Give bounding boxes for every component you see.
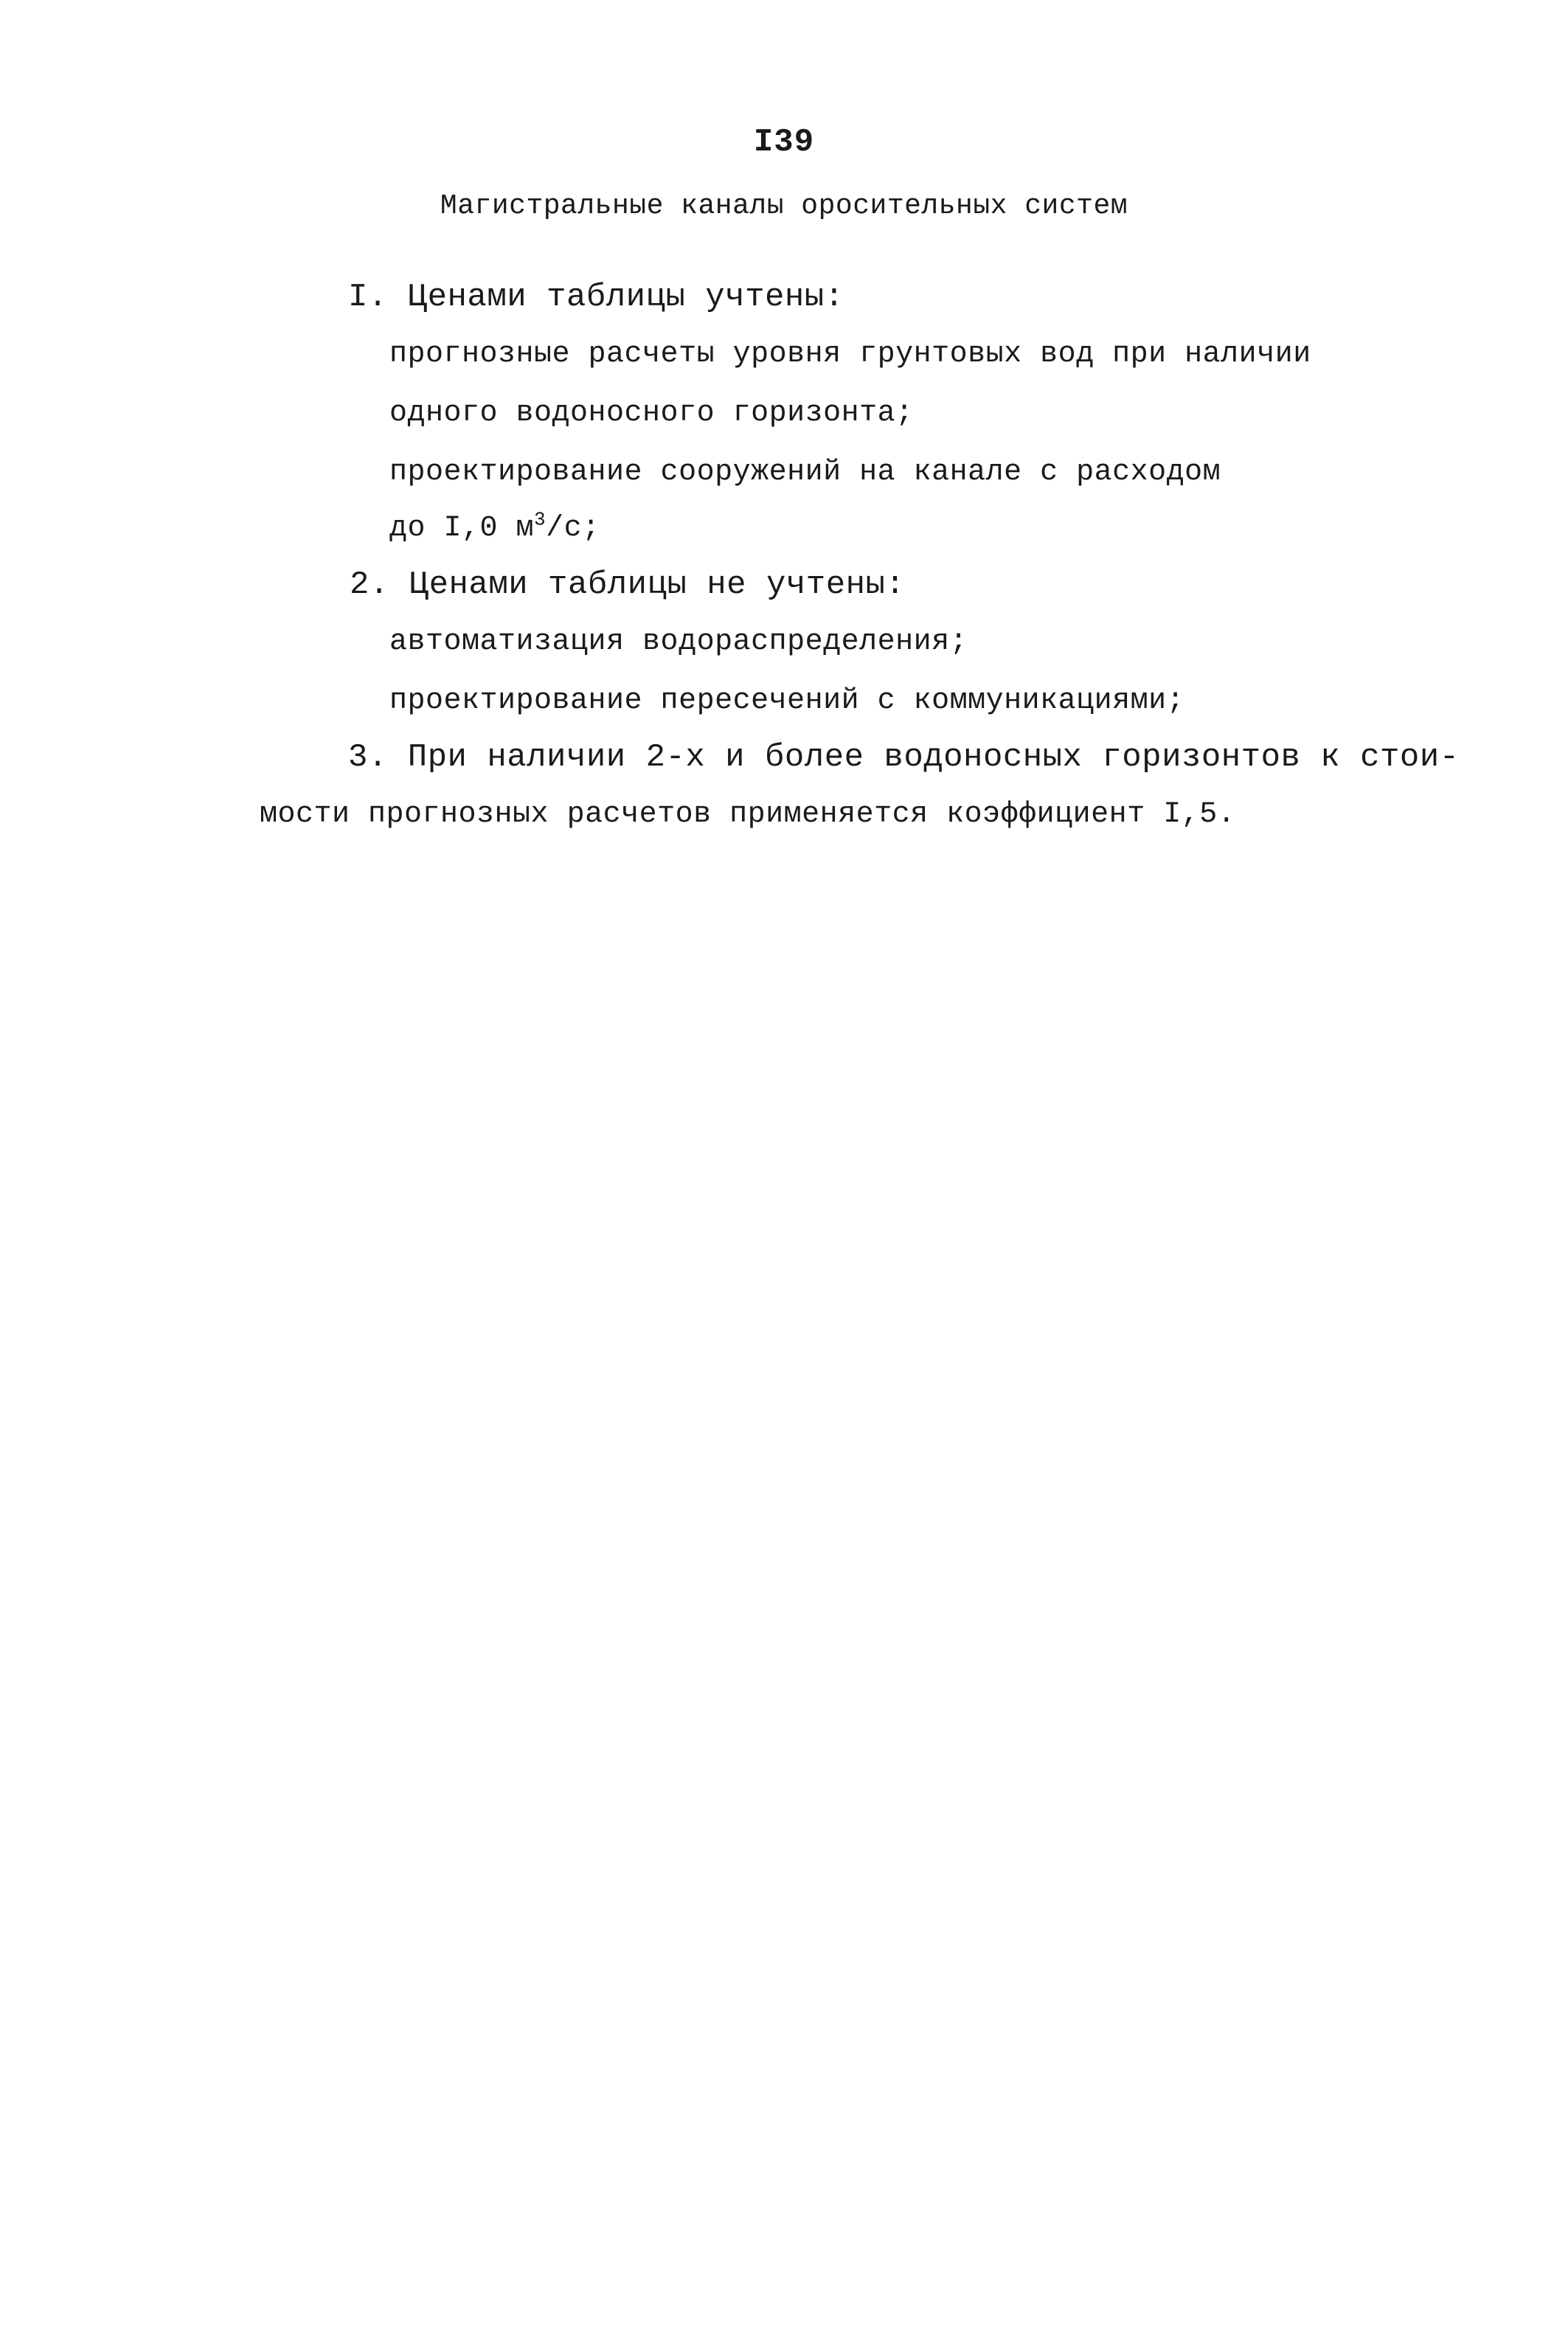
- note-2-heading: 2. Ценами таблицы не учтены:: [350, 566, 906, 603]
- note-2-line-2: проектирование пересечений с коммуникациями;: [389, 684, 1185, 718]
- note-1-line-1: прогнозные расчеты уровня грунтовых вод при наличии: [389, 338, 1311, 371]
- note-1-line-4-text: до I,0 м: [389, 512, 535, 545]
- note-1-line-4-superscript: 3: [534, 508, 547, 531]
- note-1-line-2: одного водоносного горизонта;: [389, 397, 914, 430]
- section-title: Магистральные каналы оросительных систем: [440, 190, 1128, 222]
- note-1-line-4: [389, 508, 600, 545]
- note-3-line-2: мости прогнозных расчетов применяется коэффициент I,5.: [260, 798, 1236, 831]
- note-1-line-4-unit: /с;: [546, 512, 600, 545]
- note-3-line-1: 3. При наличии 2-х и более водоносных горизонтов к стои-: [348, 739, 1460, 776]
- note-1-heading: I. Ценами таблицы учтены:: [348, 279, 844, 316]
- note-2-line-1: автоматизация водораспределения;: [389, 625, 968, 659]
- page-number: I39: [753, 124, 815, 161]
- note-1-line-3: проектирование сооружений на канале с расходом: [389, 456, 1221, 489]
